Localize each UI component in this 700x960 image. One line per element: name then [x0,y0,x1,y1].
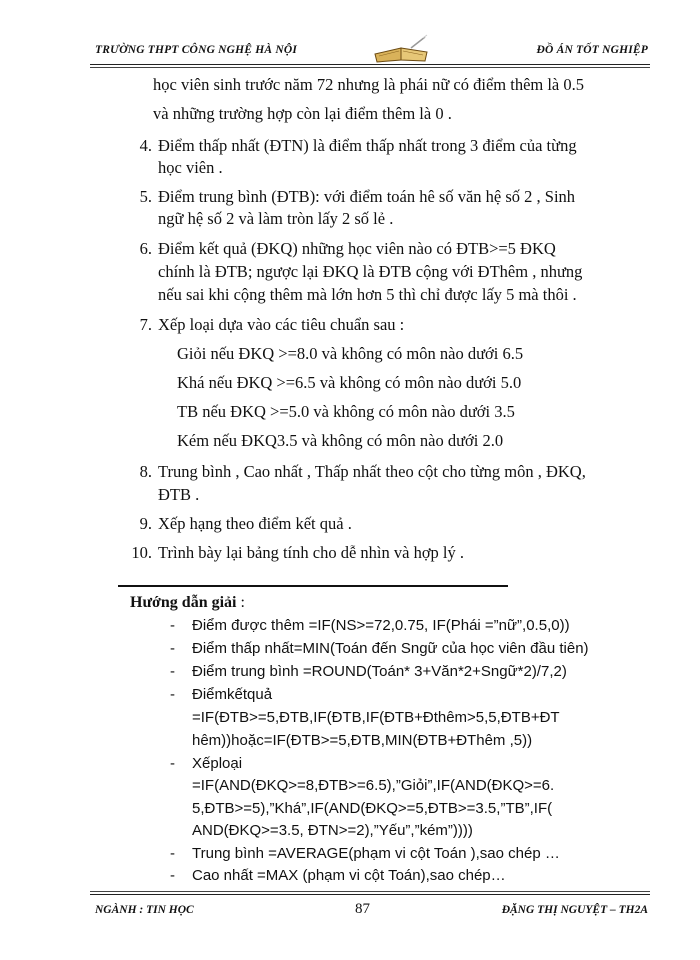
bullet-dash: - [170,755,175,772]
item-9-line-1: Xếp hạng theo điểm kết quả . [158,514,352,533]
guide-result-label: Điểmkếtquả [192,686,273,703]
guide-rank-label: Xếploại [192,755,243,772]
guide-rank-formula-3: AND(ĐKQ>=3.5, ĐTN>=2),”Yếu”,”kém”)))) [192,822,473,839]
item-number: 5. [139,187,152,206]
footer-author: ĐẶNG THỊ NGUYỆT – TH2A [501,904,648,916]
item-6-line-1: Điểm kết quả (ĐKQ) những học viên nào có ĐTB>=5 ĐKQ [158,239,556,258]
header-school-name: TRƯỜNG THPT CÔNG NGHỆ HÀ NỘI [95,44,298,56]
bullet-dash: - [170,845,175,862]
section-divider [118,585,508,587]
item-number: 7. [139,315,152,334]
guide-max-col: Cao nhất =MAX (phạm vi cột Toán),sao chép… [192,867,506,884]
item-number: 4. [139,136,152,155]
criteria-tb: TB nếu ĐKQ >=5.0 và không có môn nào dưới 3.5 [177,402,515,421]
guide-title-colon: : [236,594,245,611]
item-number: 10. [131,543,152,562]
item-8-line-1: Trung bình , Cao nhất , Thấp nhất theo cột cho từng môn , ĐKQ, [158,462,586,481]
bullet-dash: - [170,663,175,680]
header-rule-thin [90,67,650,68]
item-4-line-2: học viên . [158,158,223,177]
item-4-line-1: Điểm thấp nhất (ĐTN) là điểm thấp nhất trong 3 điểm của từng [158,136,577,155]
item-number: 8. [139,462,152,481]
item-number: 9. [139,514,152,533]
intro-line-2: và những trường hợp còn lại điểm thêm là 0 . [153,104,452,123]
bullet-dash: - [170,867,175,884]
bullet-dash: - [170,686,175,703]
bullet-dash: - [170,617,175,634]
item-number: 6. [139,239,152,258]
criteria-kha: Khá nếu ĐKQ >=6.5 và không có môn nào dưới 5.0 [177,373,522,392]
guide-rank-formula-2: 5,ĐTB>=5),”Khá”,IF(AND(ĐKQ>=5,ĐTB>=3.5,”TB”,IF( [192,800,553,817]
open-book-icon [373,34,429,64]
item-5-line-1: Điểm trung bình (ĐTB): với điểm toán hê số văn hệ số 2 , Sinh [158,187,576,206]
item-6-line-2: chính là ĐTB; ngược lại ĐKQ là ĐTB cộng với ĐThêm , nhưng [158,262,583,281]
intro-line-1: học viên sinh trước năm 72 nhưng là phái nữ có điểm thêm là 0.5 [153,75,585,94]
footer-rule [90,894,650,895]
footer-department: NGÀNH : TIN HỌC [95,904,194,916]
item-8-line-2: ĐTB . [158,485,200,504]
item-10-line-1: Trình bày lại bảng tính cho dễ nhìn và hợp lý . [158,543,464,562]
guide-title-text: Hướng dẫn giải [130,594,237,611]
guide-average-formula: Điểm trung bình =ROUND(Toán* 3+Văn*2+Sngữ*2)/7,2) [192,663,567,680]
page-number: 87 [355,901,370,917]
guide-min-formula: Điểm thấp nhất=MIN(Toán đến Sngữ của học viên đầu tiên) [192,640,589,657]
bullet-dash: - [170,640,175,657]
criteria-gioi: Giỏi nếu ĐKQ >=8.0 và không có môn nào dưới 6.5 [177,344,524,363]
item-5-line-2: ngữ hệ số 2 và làm tròn lấy 2 số lẻ . [158,209,394,228]
guide-title [130,594,245,612]
guide-result-formula-1: =IF(ĐTB>=5,ĐTB,IF(ĐTB,IF(ĐTB+Đthêm>5,5,ĐTB+ĐT [192,709,560,726]
criteria-kem: Kém nếu ĐKQ3.5 và không có môn nào dưới 2.0 [177,431,504,450]
guide-average-col: Trung bình =AVERAGE(phạm vi cột Toán ),sao chép … [192,845,560,862]
item-7-line-1: Xếp loại dựa vào các tiêu chuẩn sau : [158,315,405,334]
item-6-line-3: nếu sai khi cộng thêm mà lớn hơn 5 thì chỉ được lấy 5 mà thôi . [158,285,577,304]
header-rule [90,64,650,65]
guide-bonus-formula: Điểm được thêm =IF(NS>=72,0.75, IF(Phái =”nữ”,0.5,0)) [192,617,570,634]
guide-result-formula-2: hêm))hoặc=IF(ĐTB>=5,ĐTB,MIN(ĐTB+ĐThêm ,5)) [192,732,533,749]
guide-rank-formula-1: =IF(AND(ĐKQ>=8,ĐTB>=6.5),”Giỏi”,IF(AND(ĐKQ>=6. [192,777,555,794]
header-project-title: ĐỒ ÁN TỐT NGHIỆP [536,44,648,56]
footer-rule-thin [90,891,650,892]
